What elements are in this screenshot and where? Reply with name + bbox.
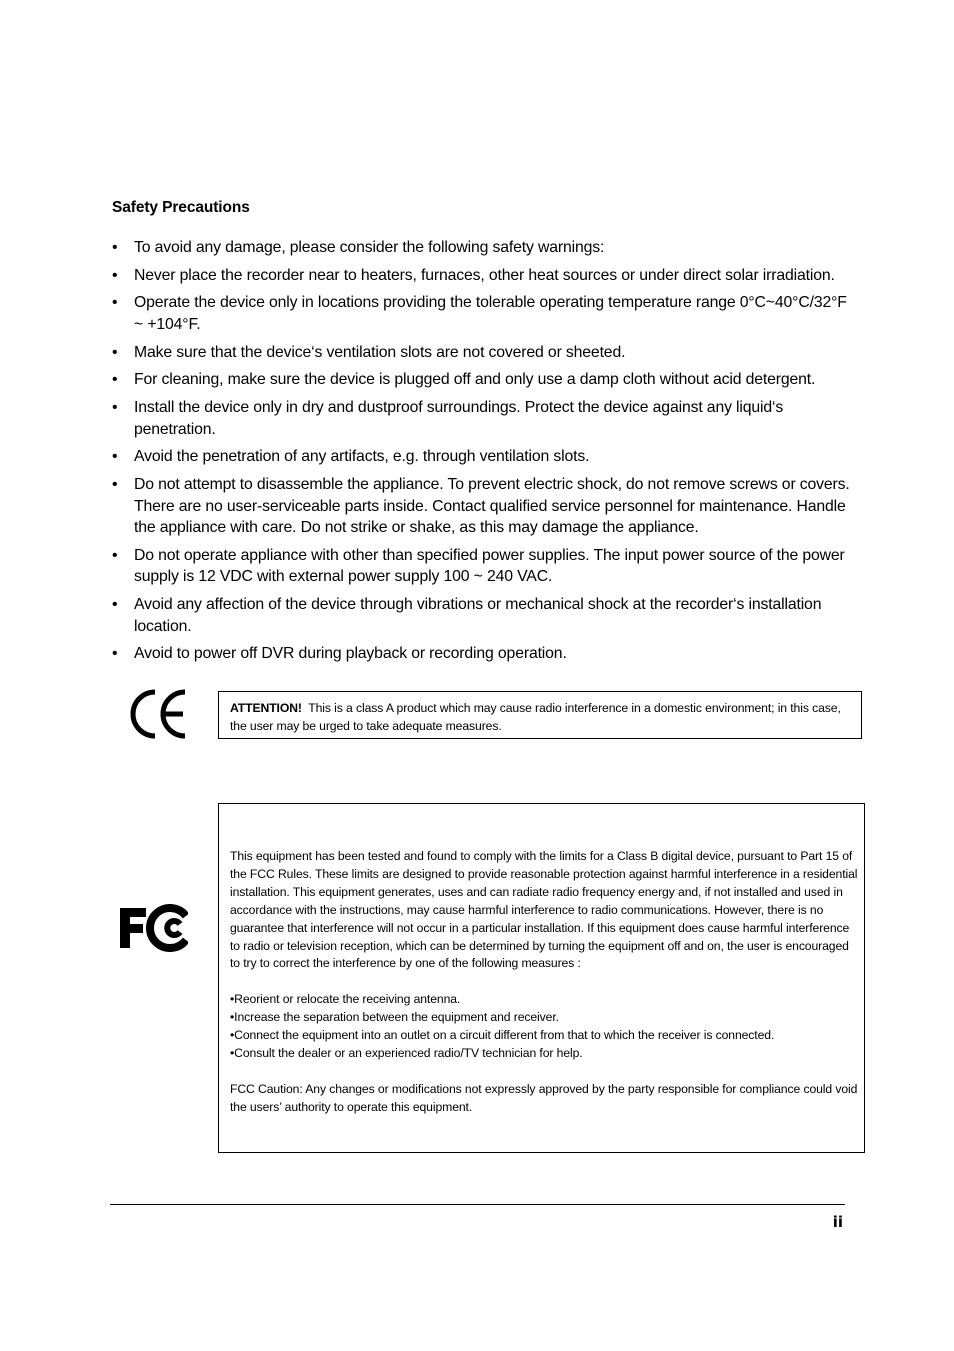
- section-heading: Safety Precautions: [112, 199, 250, 216]
- safety-item: • Install the device only in dry and dustproof surroundings. Protect the device against any liquid‘s penetration.: [112, 397, 852, 440]
- safety-item: • Avoid the penetration of any artifacts, e.g. through ventilation slots.: [112, 446, 852, 468]
- footer-divider: [110, 1204, 845, 1205]
- safety-item: • Do not attempt to disassemble the appliance. To prevent electric shock, do not remove screws or covers. There are no user-serviceable parts inside. Contact qualified service personnel for maintenance. Handle the appliance with care. Do not strike or shake, as this may damage the appliance.: [112, 474, 852, 539]
- safety-item: • Never place the recorder near to heaters, furnaces, other heat sources or under direct solar irradiation.: [112, 265, 852, 287]
- safety-item: • Make sure that the device‘s ventilation slots are not covered or sheeted.: [112, 342, 852, 364]
- safety-item: • Avoid to power off DVR during playback or recording operation.: [112, 643, 852, 665]
- safety-item: • Avoid any affection of the device through vibrations or mechanical shock at the recorder‘s installation location.: [112, 594, 852, 637]
- fcc-measures-list: [230, 991, 858, 1063]
- ce-attention-notice: [218, 691, 862, 739]
- attention-text: This is a class A product which may cause radio interference in a domestic environment; in this case, the user may be urged to take adequate measures.: [230, 701, 841, 733]
- fcc-caution: FCC Caution: Any changes or modifications not expressly approved by the party responsible for compliance could void the users’ authority to operate this equipment.: [230, 1081, 858, 1114]
- fcc-measure: •Consult the dealer or an experienced radio/TV technician for help.: [230, 1045, 583, 1060]
- fcc-measure: •Reorient or relocate the receiving antenna.: [230, 992, 461, 1007]
- safety-item: • Do not operate appliance with other than specified power supplies. The input power source of the power supply is 12 VDC with external power supply 100 ~ 240 VAC.: [112, 545, 852, 588]
- ce-mark-icon: [128, 688, 188, 740]
- safety-item: • Operate the device only in locations providing the tolerable operating temperature range 0°C~40°C/32°F ~ +104°F.: [112, 292, 852, 335]
- page-number: ii: [832, 1213, 843, 1231]
- fcc-logo-icon: [118, 904, 188, 952]
- fcc-measure: •Increase the separation between the equipment and receiver.: [230, 1010, 559, 1025]
- fcc-intro: This equipment has been tested and found to comply with the limits for a Class B digital device, pursuant to Part 15 of the FCC Rules. These limits are designed to provide reasonable protection against harmful interference in a residential installation. This equipment generates, uses and can radiate radio frequency energy and, if not installed and used in accordance with the instructions, may cause harmful interference to radio communications. However, there is no guarantee that interference will not occur in a particular installation. If this equipment does cause harmful interference to radio or television reception, which can be determined by turning the equipment off and on, the user is encouraged to try to correct the interference by one of the following measures :: [230, 849, 858, 971]
- safety-item: • To avoid any damage, please consider the following safety warnings:: [112, 237, 852, 259]
- attention-label: ATTENTION!: [230, 701, 302, 715]
- safety-item: • For cleaning, make sure the device is plugged off and only use a damp cloth without acid detergent.: [112, 369, 852, 391]
- fcc-measure: •Connect the equipment into an outlet on a circuit different from that to which the receiver is connected.: [230, 1028, 775, 1043]
- safety-list: [112, 237, 852, 671]
- fcc-notice: [218, 803, 865, 1153]
